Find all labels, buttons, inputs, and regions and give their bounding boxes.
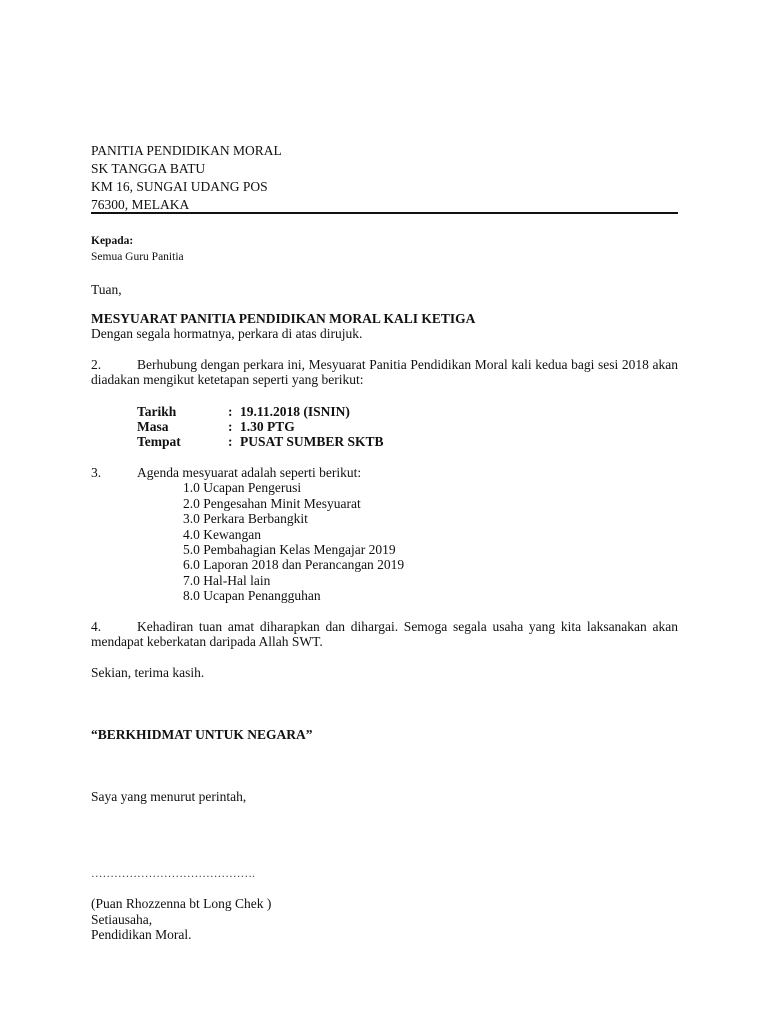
motto: “BERKHIDMAT UNTUK NEGARA” bbox=[91, 727, 313, 742]
letterhead-line-1: PANITIA PENDIDIKAN MORAL bbox=[91, 143, 282, 158]
paragraph-3 bbox=[91, 465, 361, 480]
agenda-item: 7.0 Hal-Hal lain bbox=[183, 573, 271, 588]
letterhead-line-4: 76300, MELAKA bbox=[91, 197, 190, 212]
letterhead-line-2: SK TANGGA BATU bbox=[91, 161, 206, 176]
detail-label: Tarikh bbox=[137, 404, 177, 419]
paragraph-3-text: Agenda mesyuarat adalah seperti berikut: bbox=[137, 465, 362, 480]
intro-text: Dengan segala hormatnya, perkara di atas dirujuk. bbox=[91, 326, 363, 341]
agenda-item: 6.0 Laporan 2018 dan Perancangan 2019 bbox=[183, 557, 405, 572]
agenda-item: 2.0 Pengesahan Minit Mesyuarat bbox=[183, 496, 361, 511]
agenda-item: 5.0 Pembahagian Kelas Mengajar 2019 bbox=[183, 542, 396, 557]
agenda-item: 8.0 Ucapan Penangguhan bbox=[183, 588, 321, 603]
salutation: Tuan, bbox=[91, 282, 122, 297]
detail-value: 1.30 PTG bbox=[240, 419, 295, 434]
detail-label: Tempat bbox=[137, 434, 181, 449]
signatory-department: Pendidikan Moral. bbox=[91, 927, 192, 942]
detail-row-time bbox=[137, 419, 295, 434]
detail-row-venue bbox=[137, 434, 384, 449]
recipient-name: Semua Guru Panitia bbox=[91, 251, 184, 263]
detail-label: Masa bbox=[137, 419, 169, 434]
paragraph-3-number: 3. bbox=[91, 465, 102, 480]
recipient-label: Kepada: bbox=[91, 235, 134, 247]
detail-row-date bbox=[137, 404, 350, 419]
agenda-item: 1.0 Ucapan Pengerusi bbox=[183, 480, 302, 495]
subject-heading: MESYUARAT PANITIA PENDIDIKAN MORAL KALI KETIGA bbox=[91, 311, 476, 326]
letterhead-divider bbox=[91, 212, 678, 214]
detail-value: PUSAT SUMBER SKTB bbox=[240, 434, 384, 449]
paragraph-4 bbox=[91, 619, 678, 649]
closing-text: Sekian, terima kasih. bbox=[91, 665, 205, 680]
signatory-name: (Puan Rhozzenna bt Long Chek ) bbox=[91, 896, 272, 911]
paragraph-2-text: Berhubung dengan perkara ini, Mesyuarat Panitia Pendidikan Moral kali kedua bagi sesi 2018 akan diadakan mengikut ketetapan seperti yang berikut: bbox=[91, 357, 678, 387]
detail-value: 19.11.2018 (ISNIN) bbox=[240, 404, 350, 419]
paragraph-4-text: Kehadiran tuan amat diharapkan dan dihargai. Semoga segala usaha yang kita laksanakan akan mendapat keberkatan daripada Allah SWT. bbox=[91, 619, 678, 649]
agenda-item: 4.0 Kewangan bbox=[183, 527, 261, 542]
detail-separator: : bbox=[228, 419, 233, 434]
signatory-title: Setiausaha, bbox=[91, 912, 153, 927]
paragraph-4-number: 4. bbox=[91, 619, 102, 634]
letterhead-line-3: KM 16, SUNGAI UDANG POS bbox=[91, 179, 268, 194]
order-text: Saya yang menurut perintah, bbox=[91, 789, 247, 804]
detail-separator: : bbox=[228, 404, 233, 419]
signature-line: ……………………………………. bbox=[91, 868, 255, 880]
agenda-item: 3.0 Perkara Berbangkit bbox=[183, 511, 308, 526]
paragraph-2-number: 2. bbox=[91, 357, 102, 372]
detail-separator: : bbox=[228, 434, 233, 449]
paragraph-2 bbox=[91, 357, 678, 387]
